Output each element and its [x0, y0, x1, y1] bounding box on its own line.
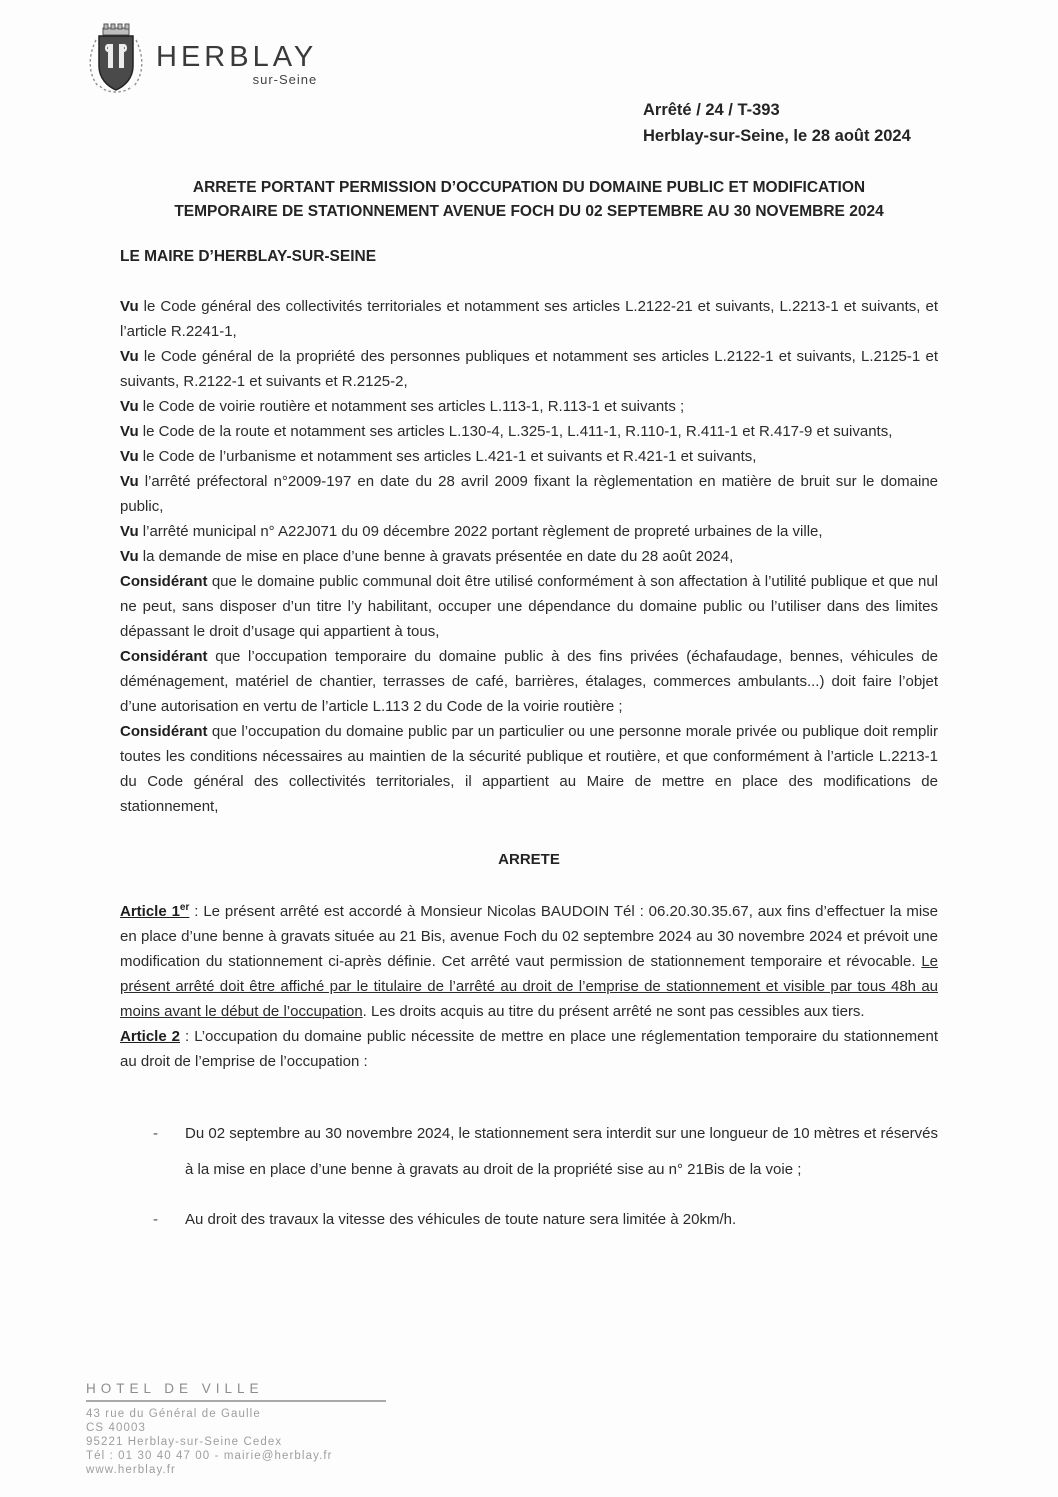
salutation: LE MAIRE D’HERBLAY-SUR-SEINE	[120, 248, 377, 265]
list-item	[153, 1116, 938, 1188]
footer-website: www.herblay.fr	[86, 1464, 176, 1476]
article-2-separator: :	[180, 1028, 195, 1045]
bullet-dash: -	[153, 1125, 158, 1142]
dateline: Herblay-sur-Seine, le 28 août 2024	[643, 127, 911, 145]
recital	[120, 344, 938, 394]
recital	[120, 519, 938, 544]
recital-text: que l’occupation du domaine public par un particulier ou une personne morale privée ou publique doit remplir toutes les conditions nécessaires au maintien de la sécurité publique et routière, et que conformément à l’article L.2213-1 du Code général des collectivités territoriales, il appartient au Maire de mettre en place des modifications de stationnement,	[120, 723, 938, 815]
recital-lead: Vu	[120, 423, 139, 440]
document-body	[120, 294, 938, 1252]
recital	[120, 469, 938, 519]
logo-text	[156, 22, 317, 87]
recital-text: que l’occupation temporaire du domaine public à des fins privées (échafaudage, bennes, véhicules de déménagement, matériel de chantier, terrasses de café, barrières, étalages, commerces ambulants...) doit faire l’objet d’une autorisation en vertu de l’article L.113 2 du Code de la voirie routière ;	[120, 648, 938, 715]
article-1-text-end: . Les droits acquis au titre du présent arrêté ne sont pas cessibles aux tiers.	[362, 1003, 865, 1020]
recital-text: le Code de l’urbanisme et notamment ses articles L.421-1 et suivants et R.421-1 et suivants,	[138, 448, 757, 465]
recital-text: l’arrêté municipal n° A22J071 du 09 décembre 2022 portant règlement de propreté urbaines de la ville,	[138, 523, 823, 540]
footer-address-line: 95221 Herblay-sur-Seine Cedex	[86, 1436, 283, 1448]
article-2-text: L’occupation du domaine public nécessite de mettre en place une réglementation temporaire du stationnement au droit de l’emprise de l’occupation :	[120, 1028, 938, 1070]
article-2	[120, 1024, 938, 1074]
footer-contact-line: Tél : 01 30 40 47 00 - mairie@herblay.fr	[86, 1450, 333, 1462]
recital	[120, 719, 938, 819]
title-line-1: ARRETE PORTANT PERMISSION D’OCCUPATION DU DOMAINE PUBLIC ET MODIFICATION	[192, 179, 866, 196]
recital-lead: Vu	[120, 398, 139, 415]
recital-lead: Vu	[120, 523, 139, 540]
article-1-underlined-text: Le présent arrêté doit être affiché par le titulaire de l’arrêté au droit de l’emprise de stationnement et visible par tous 48h au moins avant le début de l’occupation	[120, 953, 938, 1020]
article-1	[120, 895, 938, 1024]
footer-address	[86, 1407, 386, 1477]
recital-text: le Code de voirie routière et notamment ses articles L.113-1, R.113-1 et suivants ;	[138, 398, 685, 415]
bullet-dash: -	[153, 1211, 158, 1228]
logo-city-name: HERBLAY	[156, 41, 318, 73]
recital	[120, 294, 938, 344]
recital-lead: Considérant	[120, 723, 208, 740]
recital-text: le Code de la route et notamment ses articles L.130-4, L.325-1, L.411-1, R.110-1, R.411-1 et R.417-9 et suivants,	[138, 423, 893, 440]
title-line-2: TEMPORAIRE DE STATIONNEMENT AVENUE FOCH DU 02 SEPTEMBRE AU 30 NOVEMBRE 2024	[174, 203, 884, 220]
reference-block	[643, 97, 911, 149]
article-1-text: Le présent arrêté est accordé à Monsieur Nicolas BAUDOIN Tél : 06.20.30.35.67, aux fins d’effectuer la mise en place d’une benne à gravats située au 21 Bis, avenue Foch du 02 septembre 2024 au 30 novembre 2024 et prévoit une modification du stationnement ci-après définie. Cet arrêté vaut permission de stationnement temporaire et révocable.	[120, 903, 938, 970]
list-item	[153, 1202, 938, 1238]
article-2-label: Article 2	[120, 1028, 181, 1045]
arrete-reference: Arrêté / 24 / T-393	[643, 101, 780, 119]
recital	[120, 544, 938, 569]
recital-lead: Vu	[120, 473, 139, 490]
recital-text: le Code général de la propriété des personnes publiques et notamment ses articles L.2122-1 et suivants, L.2125-1 et suivants, R.2122-1 et suivants et R.2125-2,	[120, 348, 938, 390]
list-item-text: Du 02 septembre au 30 novembre 2024, le stationnement sera interdit sur une longueur de 10 mètres et réservés à la mise en place d’une benne à gravats au droit de la propriété sise au n° 21Bis de la voie ;	[185, 1125, 938, 1178]
footer	[86, 1381, 386, 1477]
recital-text: l’arrêté préfectoral n°2009-197 en date du 28 avril 2009 fixant la règlementation en matière de bruit sur le domaine public,	[120, 473, 938, 515]
city-logo	[86, 22, 317, 124]
recital	[120, 419, 938, 444]
recital-lead: Considérant	[120, 573, 208, 590]
recital-lead: Vu	[120, 348, 139, 365]
list-item-text: Au droit des travaux la vitesse des véhicules de toute nature sera limitée à 20km/h.	[185, 1211, 737, 1228]
recital	[120, 569, 938, 644]
recital	[120, 644, 938, 719]
recital	[120, 394, 938, 419]
footer-address-line: CS 40003	[86, 1422, 146, 1434]
footer-title: HOTEL DE VILLE	[86, 1381, 386, 1402]
regulation-list	[120, 1116, 938, 1238]
herblay-coat-of-arms-icon	[86, 22, 146, 124]
arrete-heading: ARRETE	[498, 851, 560, 868]
recital-lead: Vu	[120, 548, 139, 565]
article-1-label: Article 1er	[120, 902, 190, 920]
recital-lead: Vu	[120, 448, 139, 465]
article-1-separator: :	[189, 903, 204, 920]
recital-text: le Code général des collectivités territoriales et notamment ses articles L.2122-21 et suivants, L.2213-1 et suivants, et l’article R.2241-1,	[120, 298, 938, 340]
article-1-superscript: er	[179, 902, 190, 913]
recital	[120, 444, 938, 469]
recital-text: que le domaine public communal doit être utilisé conformément à son affectation à l’utilité publique et que nul ne peut, sans disposer d’un titre l’y habilitant, occuper une dépendance du domaine public ou l’utiliser dans des limites dépassant le droit d’usage qui appartient à tous,	[120, 573, 938, 640]
document-title	[60, 176, 998, 224]
recital-text: la demande de mise en place d’une benne à gravats présentée en date du 28 août 2024,	[138, 548, 734, 565]
recital-lead: Vu	[120, 298, 139, 315]
footer-address-line: 43 rue du Général de Gaulle	[86, 1408, 261, 1420]
logo-city-subtitle: sur-Seine	[252, 72, 318, 87]
recital-lead: Considérant	[120, 648, 208, 665]
